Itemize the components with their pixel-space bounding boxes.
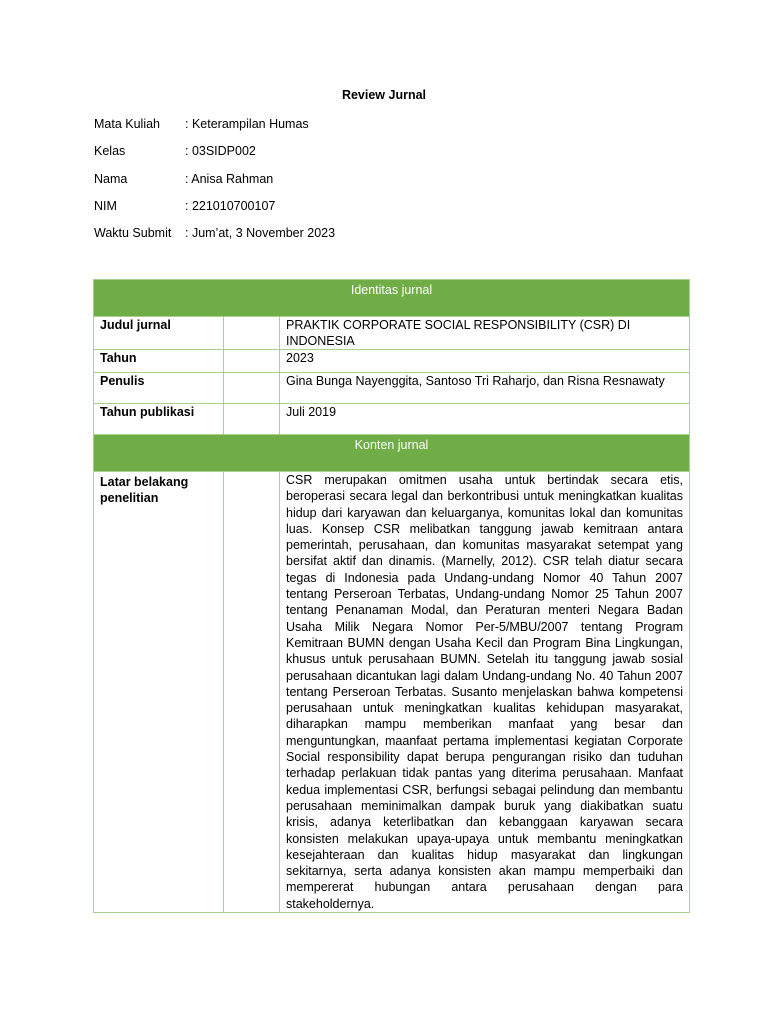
meta-row-mata-kuliah <box>94 116 309 132</box>
spacer-cell <box>224 404 280 435</box>
row-label: Tahun publikasi <box>94 404 224 435</box>
meta-label: Kelas <box>94 144 126 158</box>
spacer-cell <box>224 317 280 350</box>
row-value: Juli 2019 <box>280 404 690 435</box>
identity-section-header <box>94 280 690 317</box>
meta-row-kelas <box>94 143 256 159</box>
row-value: PRAKTIK CORPORATE SOCIAL RESPONSIBILITY (CSR) DI INDONESIA <box>280 317 690 350</box>
meta-label: Waktu Submit <box>94 226 172 240</box>
table-row <box>94 404 690 435</box>
meta-label: Nama <box>94 172 128 186</box>
spacer-cell <box>224 373 280 404</box>
row-label: Latar belakang penelitian <box>94 472 224 913</box>
table-row <box>94 350 690 373</box>
content-header-text: Konten jurnal <box>94 435 690 472</box>
table-row <box>94 472 690 913</box>
document-title: Review Jurnal <box>341 88 427 102</box>
content-section-header <box>94 435 690 472</box>
journal-table <box>93 279 690 913</box>
meta-label: Mata Kuliah <box>94 117 161 131</box>
meta-label: NIM <box>94 199 117 213</box>
meta-value: : 221010700107 <box>185 199 276 213</box>
row-label: Judul jurnal <box>94 317 224 350</box>
meta-row-waktu-submit <box>94 225 335 241</box>
meta-row-nama <box>94 171 273 187</box>
meta-value: : 03SIDP002 <box>185 144 256 158</box>
meta-row-nim <box>94 198 275 214</box>
meta-value: : Anisa Rahman <box>185 172 274 186</box>
row-label: Penulis <box>94 373 224 404</box>
row-value: Gina Bunga Nayenggita, Santoso Tri Raharjo, dan Risna Resnawaty <box>280 373 690 404</box>
identity-header-text: Identitas jurnal <box>94 280 690 317</box>
row-value: 2023 <box>280 350 690 373</box>
table-row <box>94 317 690 350</box>
meta-value: : Jum’at, 3 November 2023 <box>185 226 336 240</box>
table-row <box>94 373 690 404</box>
row-label: Tahun <box>94 350 224 373</box>
spacer-cell <box>224 350 280 373</box>
row-body-text: CSR merupakan omitmen usaha untuk bertindak secara etis, beroperasi secara legal dan berkontribusi untuk meningkatkan kualitas hidup dari karyawan dan keluarganya, komunitas lokal dan komunitas luas. Konsep CSR melibatkan tanggung jawab kemitraan antara pemerintah, perusahaan, dan komunitas masyarakat setempat yang bersifat aktif dan dinamis. (Marnelly, 2012). CSR telah diatur secara tegas di Indonesia pada Undang-undang Nomor 40 Tahun 2007 tentang Perseroan Terbatas, Undang-undang Nomor 25 Tahun 2007 tentang Penanaman Modal, dan Peraturan menteri Negara Badan Usaha Milik Negara Nomor Per-5/MBU/2007 tentang Program Kemitraan BUMN dengan Usaha Kecil dan Program Bina Lingkungan, khusus untuk perusahaan BUMN. Setelah itu tanggung jawab sosial perusahaan dicantukan lagi dalam Undang-undang No. 40 Tahun 2007 tentang Perseroan Terbatas. Susanto menjelaskan bahwa kompetensi perusahaan untuk meningkatkan kualitas kehidupan masyarakat, diharapkan mampu memberikan manfaat yang besar dan menguntungkan, maanfaat pertama implementasi kegiatan Corporate Social responsibility dapat berupa pengurangan risiko dan tuduhan terhadap perlakuan tidak pantas yang diterima perusahaan. Manfaat kedua implementasi CSR, berfungsi sebagai pelindung dan membantu perusahaan meminimalkan dampak buruk yang diakibatkan suatu krisis, adanya keterlibatkan dan kebanggaan karyawan secara konsisten melakukan upaya-upaya untuk membantu meningkatkan kesejahteraan dan kualitas hidup masyarakat dan lingkungan sekitarnya, serta adanya konsisten akan mampu memperbaiki dan mempererat hubungan antara perusahaan dengan para stakeholdernya. <box>280 472 690 913</box>
meta-value: : Keterampilan Humas <box>185 117 309 131</box>
spacer-cell <box>224 472 280 913</box>
